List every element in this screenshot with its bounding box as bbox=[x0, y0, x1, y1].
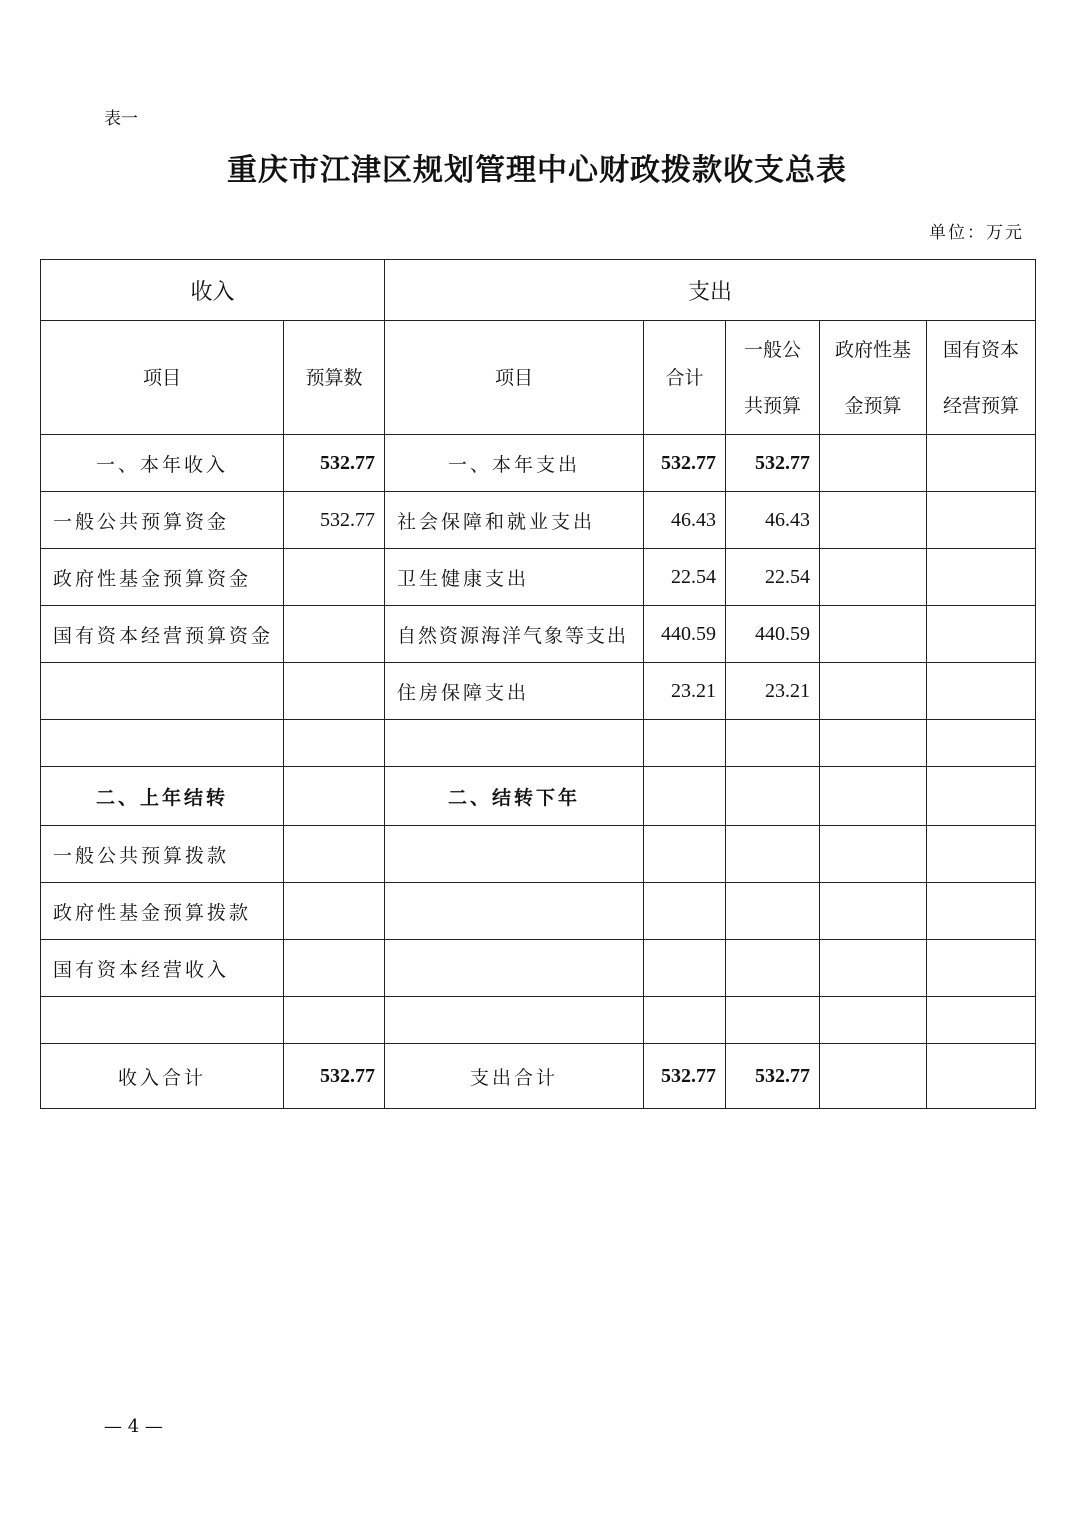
table-row bbox=[41, 826, 1036, 883]
income-item-cell bbox=[41, 997, 284, 1044]
expense-item-cell: 卫生健康支出 bbox=[385, 549, 644, 606]
expense-item-cell bbox=[385, 997, 644, 1044]
table-row bbox=[41, 663, 1036, 720]
expense-item-cell: 住房保障支出 bbox=[385, 663, 644, 720]
state-header-line2: 经营预算 bbox=[943, 394, 1020, 417]
fund-header-line1: 政府性基 bbox=[835, 338, 912, 361]
income-item-cell: 一般公共预算拨款 bbox=[41, 826, 284, 883]
total-cell: 46.43 bbox=[644, 492, 726, 549]
state-cell bbox=[927, 767, 1036, 826]
income-item-cell: 政府性基金预算资金 bbox=[41, 549, 284, 606]
expense-item-cell: 支出合计 bbox=[385, 1044, 644, 1109]
income-budget-header: 预算数 bbox=[284, 321, 385, 435]
header-row-group bbox=[41, 260, 1036, 321]
state-cell bbox=[927, 1044, 1036, 1109]
state-cell bbox=[927, 826, 1036, 883]
income-item-cell: 一般公共预算资金 bbox=[41, 492, 284, 549]
fund-budget-header bbox=[820, 321, 927, 435]
general-cell bbox=[726, 826, 820, 883]
expense-header: 支出 bbox=[385, 260, 1036, 321]
general-cell bbox=[726, 883, 820, 940]
expense-item-cell: 自然资源海洋气象等支出 bbox=[385, 606, 644, 663]
income-item-cell: 政府性基金预算拨款 bbox=[41, 883, 284, 940]
income-budget-cell bbox=[284, 997, 385, 1044]
page-number: — 4 — bbox=[104, 1416, 163, 1437]
unit-label: 单位：万元 bbox=[929, 223, 1024, 243]
income-header: 收入 bbox=[41, 260, 385, 321]
state-cell bbox=[927, 435, 1036, 492]
fund-cell bbox=[820, 1044, 927, 1109]
income-budget-cell bbox=[284, 606, 385, 663]
expense-item-cell bbox=[385, 720, 644, 767]
budget-table bbox=[40, 259, 1036, 1109]
fund-cell bbox=[820, 940, 927, 997]
income-budget-cell: 532.77 bbox=[284, 1044, 385, 1109]
general-cell: 46.43 bbox=[726, 492, 820, 549]
table-row bbox=[41, 492, 1036, 549]
state-cell bbox=[927, 883, 1036, 940]
general-cell: 22.54 bbox=[726, 549, 820, 606]
fund-cell bbox=[820, 663, 927, 720]
general-cell: 23.21 bbox=[726, 663, 820, 720]
income-item-cell: 国有资本经营收入 bbox=[41, 940, 284, 997]
total-cell bbox=[644, 826, 726, 883]
table-row bbox=[41, 940, 1036, 997]
total-cell bbox=[644, 767, 726, 826]
state-cell bbox=[927, 940, 1036, 997]
income-budget-cell bbox=[284, 720, 385, 767]
fund-cell bbox=[820, 883, 927, 940]
general-cell bbox=[726, 940, 820, 997]
state-cell bbox=[927, 663, 1036, 720]
income-budget-cell bbox=[284, 826, 385, 883]
expense-item-cell: 一、本年支出 bbox=[385, 435, 644, 492]
table-row bbox=[41, 720, 1036, 767]
fund-cell bbox=[820, 826, 927, 883]
total-header: 合计 bbox=[644, 321, 726, 435]
income-budget-cell bbox=[284, 883, 385, 940]
table-row bbox=[41, 997, 1036, 1044]
fund-cell bbox=[820, 435, 927, 492]
fund-cell bbox=[820, 549, 927, 606]
table-row bbox=[41, 883, 1036, 940]
general-header-line2: 共预算 bbox=[744, 394, 802, 417]
total-cell bbox=[644, 997, 726, 1044]
state-capital-header bbox=[927, 321, 1036, 435]
income-item-cell: 二、上年结转 bbox=[41, 767, 284, 826]
table-label: 表一 bbox=[104, 109, 138, 129]
general-cell bbox=[726, 767, 820, 826]
income-item-cell bbox=[41, 663, 284, 720]
income-budget-cell: 532.77 bbox=[284, 492, 385, 549]
general-cell bbox=[726, 720, 820, 767]
fund-cell bbox=[820, 720, 927, 767]
total-cell: 440.59 bbox=[644, 606, 726, 663]
expense-item-cell: 二、结转下年 bbox=[385, 767, 644, 826]
income-item-header: 项目 bbox=[41, 321, 284, 435]
general-cell bbox=[726, 997, 820, 1044]
total-cell: 22.54 bbox=[644, 549, 726, 606]
general-cell: 532.77 bbox=[726, 435, 820, 492]
general-budget-header bbox=[726, 321, 820, 435]
fund-cell bbox=[820, 767, 927, 826]
total-cell bbox=[644, 720, 726, 767]
table-row bbox=[41, 767, 1036, 826]
total-cell: 532.77 bbox=[644, 435, 726, 492]
expense-item-cell bbox=[385, 940, 644, 997]
expense-item-header: 项目 bbox=[385, 321, 644, 435]
income-budget-cell bbox=[284, 940, 385, 997]
fund-cell bbox=[820, 997, 927, 1044]
income-item-cell: 国有资本经营预算资金 bbox=[41, 606, 284, 663]
total-row bbox=[41, 1044, 1036, 1109]
page-title: 重庆市江津区规划管理中心财政拨款收支总表 bbox=[227, 153, 847, 188]
total-cell bbox=[644, 883, 726, 940]
expense-item-cell bbox=[385, 826, 644, 883]
general-cell: 440.59 bbox=[726, 606, 820, 663]
income-budget-cell bbox=[284, 663, 385, 720]
state-cell bbox=[927, 606, 1036, 663]
expense-item-cell bbox=[385, 883, 644, 940]
fund-cell bbox=[820, 492, 927, 549]
state-cell bbox=[927, 720, 1036, 767]
header-row-columns bbox=[41, 321, 1036, 435]
state-cell bbox=[927, 549, 1036, 606]
fund-cell bbox=[820, 606, 927, 663]
table-row bbox=[41, 606, 1036, 663]
income-item-cell: 一、本年收入 bbox=[41, 435, 284, 492]
income-budget-cell bbox=[284, 549, 385, 606]
general-cell: 532.77 bbox=[726, 1044, 820, 1109]
state-cell bbox=[927, 492, 1036, 549]
expense-item-cell: 社会保障和就业支出 bbox=[385, 492, 644, 549]
total-cell bbox=[644, 940, 726, 997]
income-budget-cell bbox=[284, 767, 385, 826]
income-item-cell: 收入合计 bbox=[41, 1044, 284, 1109]
state-header-line1: 国有资本 bbox=[943, 338, 1020, 361]
income-item-cell bbox=[41, 720, 284, 767]
total-cell: 532.77 bbox=[644, 1044, 726, 1109]
fund-header-line2: 金预算 bbox=[844, 394, 902, 417]
table-row bbox=[41, 549, 1036, 606]
table-row bbox=[41, 435, 1036, 492]
total-cell: 23.21 bbox=[644, 663, 726, 720]
general-header-line1: 一般公 bbox=[744, 338, 802, 361]
state-cell bbox=[927, 997, 1036, 1044]
income-budget-cell: 532.77 bbox=[284, 435, 385, 492]
